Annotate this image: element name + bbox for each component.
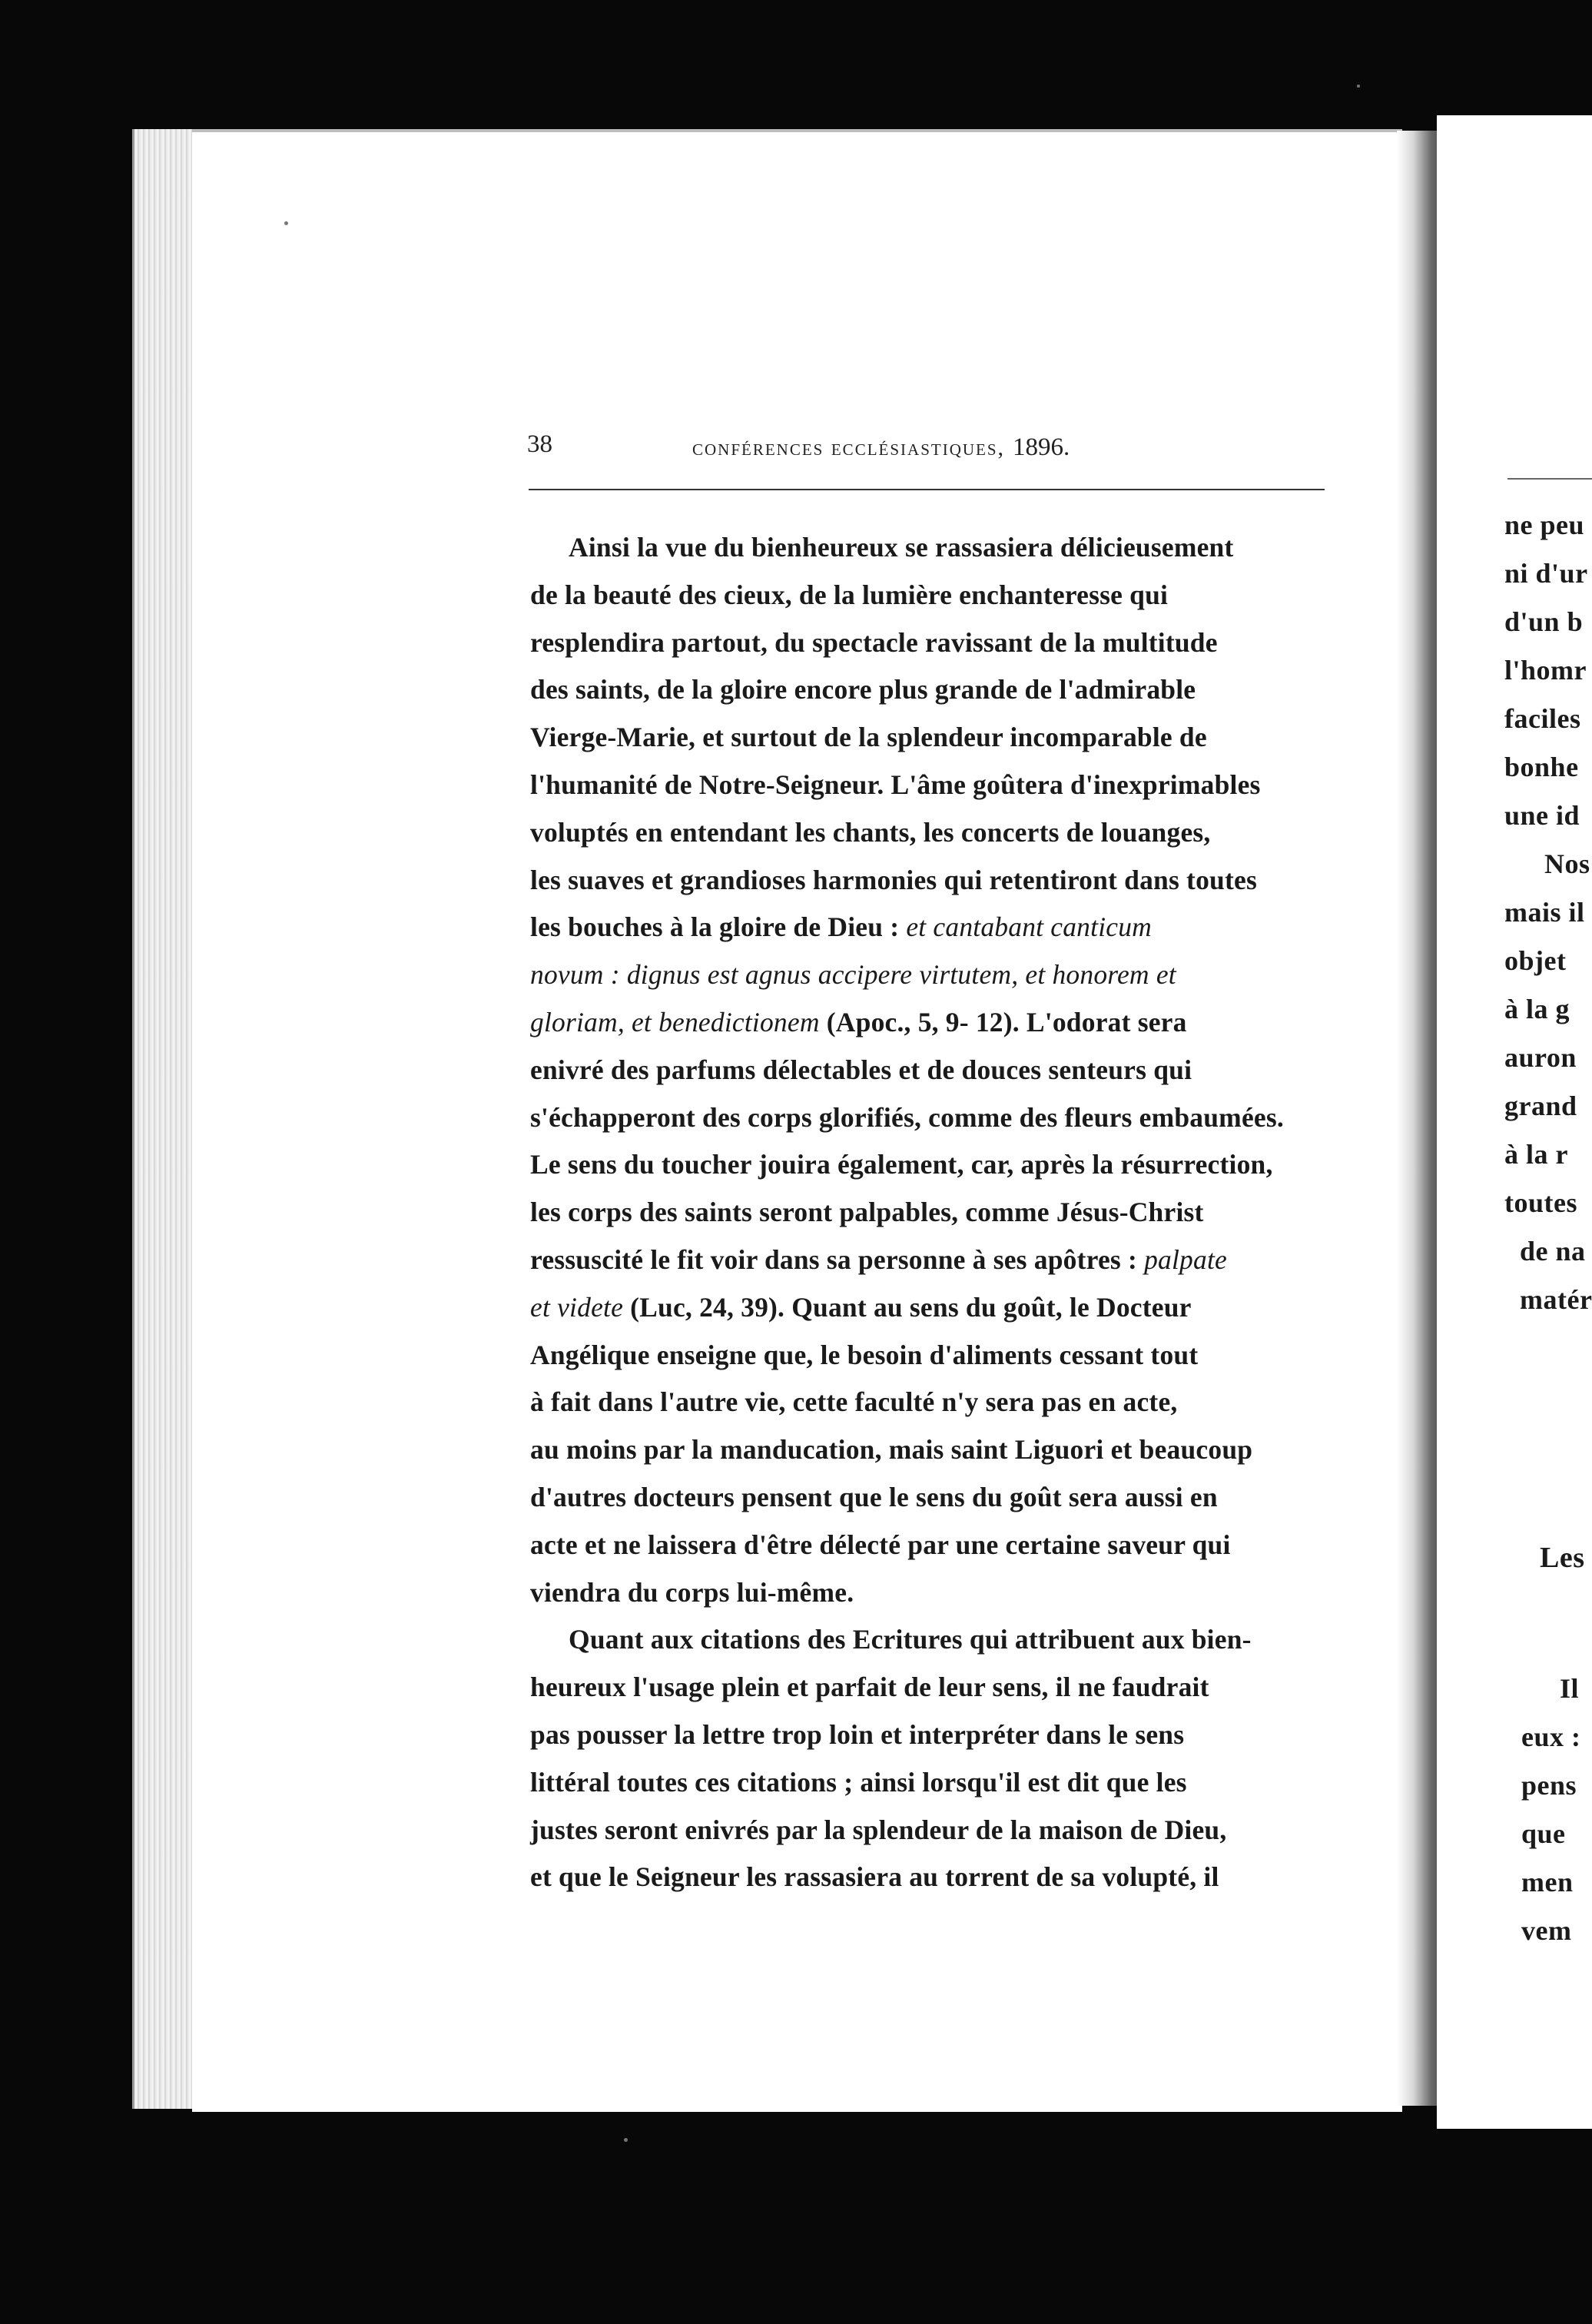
right-page-fragment: vem [1521,1915,1572,1946]
text-line [530,666,1329,714]
text-line [530,1569,1329,1617]
text-line [530,714,1329,762]
text-line [530,1141,1329,1189]
right-page-fragment: une id [1504,800,1580,831]
running-header [527,430,1322,476]
right-page [1437,115,1592,2129]
text-segment: les suaves et grandioses harmonies qui retentiront dans toutes [530,864,1257,895]
text-segment: Le sens du toucher jouira également, car, après la résurrection, [530,1149,1273,1180]
text-line [530,1284,1329,1332]
text-line [530,1047,1329,1094]
text-segment: d'autres docteurs pensent que le sens du goût sera aussi en [530,1481,1218,1512]
right-page-fragment: eux : [1521,1721,1581,1752]
text-segment: des saints, de la gloire encore plus grande de l'admirable [530,674,1196,706]
text-segment: resplendira partout, du spectacle ravissant de la multitude [530,626,1218,658]
text-segment: de la beauté des cieux, de la lumière enchanteresse qui [530,579,1169,610]
page-edges [132,129,201,2109]
right-page-fragment: ne peu [1504,510,1585,540]
text-segment: viendra du corps lui-même. [530,1576,854,1608]
text-segment: (Apoc., 5, 9- 12). L'odorat sera [819,1006,1187,1038]
right-page-fragment: Il [1560,1673,1580,1704]
right-page-fragment: l'homr [1504,655,1587,686]
text-segment: heureux l'usage plein et parfait de leur sens, il ne faudrait [530,1672,1209,1703]
latin-quotation: palpate [1144,1243,1227,1275]
scan-speck [1357,85,1360,88]
text-line [530,1664,1329,1711]
text-line [530,1189,1329,1237]
latin-quotation: gloriam, et benedictionem [530,1006,820,1038]
text-line [530,999,1329,1047]
right-page-fragment: matér [1520,1284,1592,1315]
latin-quotation: novum : dignus est agnus accipere virtutem, et honorem et [530,959,1176,991]
right-page-fragment: de na [1520,1236,1586,1267]
text-line [530,762,1329,809]
text-line [530,1616,1329,1664]
text-segment: Ainsi la vue du bienheureux se rassasiera délicieusement [569,532,1234,563]
text-segment: littéral toutes ces citations ; ainsi lorsqu'il est dit que les [530,1766,1187,1798]
latin-quotation: et videte [530,1291,624,1323]
text-line [530,1854,1329,1901]
text-line [530,1379,1329,1426]
text-segment: au moins par la manducation, mais saint Liguori et beaucoup [530,1434,1253,1466]
text-line [530,572,1329,619]
text-line [530,1522,1329,1569]
text-line [530,809,1329,857]
text-segment: et que le Seigneur les rassasiera au torrent de sa volupté, il [530,1861,1219,1893]
text-line [530,1759,1329,1807]
text-segment: justes seront enivrés par la splendeur de la maison de Dieu, [530,1814,1227,1845]
right-page-fragment: ni d'ur [1504,558,1588,589]
text-segment: acte et ne laissera d'être délecté par une certaine saveur qui [530,1529,1231,1560]
text-line [530,1237,1329,1284]
text-line [530,951,1329,999]
text-segment: Vierge-Marie, et surtout de la splendeur incomparable de [530,722,1207,753]
text-segment: s'échapperont des corps glorifiés, comme des fleurs embaumées. [530,1101,1284,1133]
text-segment: les bouches à la gloire de Dieu : [530,911,907,943]
right-page-header-rule [1507,478,1592,480]
right-page-fragment: à la g [1504,994,1570,1024]
text-segment: Quant aux citations des Ecritures qui attribuent aux bien- [569,1624,1252,1655]
right-page-fragment: objet [1504,945,1567,976]
text-line [530,1711,1329,1759]
text-line [530,1094,1329,1142]
right-page-fragment: toutes [1504,1187,1577,1218]
text-line [530,1332,1329,1379]
right-page-fragment: à la r [1504,1139,1568,1170]
text-segment: ressuscité le fit voir dans sa personne à ses apôtres : [530,1243,1145,1275]
right-page-fragment: Nos [1544,848,1590,879]
text-segment: l'humanité de Notre-Seigneur. L'âme goûtera d'inexprimables [530,769,1261,800]
text-segment: pas pousser la lettre trop loin et interpréter dans le sens [530,1718,1185,1750]
running-title [692,433,1070,462]
scan-speck [624,2138,628,2142]
running-title-text: conférences ecclésiastiques, [692,435,1006,460]
text-line [530,904,1329,951]
right-page-fragment: men [1521,1867,1574,1897]
body-text [530,524,1329,1901]
text-segment: voluptés en entendant les chants, les concerts de louanges, [530,816,1211,848]
right-page-fragment: bonhe [1504,752,1579,782]
scan-speck [284,221,288,225]
right-page-fragment: grand [1504,1091,1577,1121]
text-segment: Angélique enseigne que, le besoin d'aliments cessant tout [530,1339,1199,1370]
header-rule [529,489,1325,490]
right-page-fragment: auron [1504,1042,1577,1073]
right-page-section-heading: Les [1540,1542,1585,1574]
page-number: 38 [527,430,552,458]
text-line [530,1426,1329,1474]
running-title-year: 1896. [1013,433,1070,461]
text-segment: les corps des saints seront palpables, comme Jésus-Christ [530,1197,1204,1228]
text-line [530,619,1329,667]
text-line [530,524,1329,572]
right-page-fragment: que [1521,1818,1566,1849]
right-page-fragment: pens [1521,1770,1577,1801]
text-line [530,1474,1329,1522]
text-segment: (Luc, 24, 39). Quant au sens du goût, le Docteur [623,1291,1192,1323]
right-page-fragment: d'un b [1504,606,1584,637]
text-segment: enivré des parfums délectables et de douces senteurs qui [530,1054,1192,1085]
text-segment: à fait dans l'autre vie, cette faculté n'y sera pas en acte, [530,1386,1178,1418]
right-page-fragment: mais il [1504,897,1585,928]
right-page-fragment: faciles [1504,703,1581,734]
text-line [530,857,1329,905]
text-line [530,1807,1329,1854]
latin-quotation: et cantabant canticum [906,911,1153,943]
